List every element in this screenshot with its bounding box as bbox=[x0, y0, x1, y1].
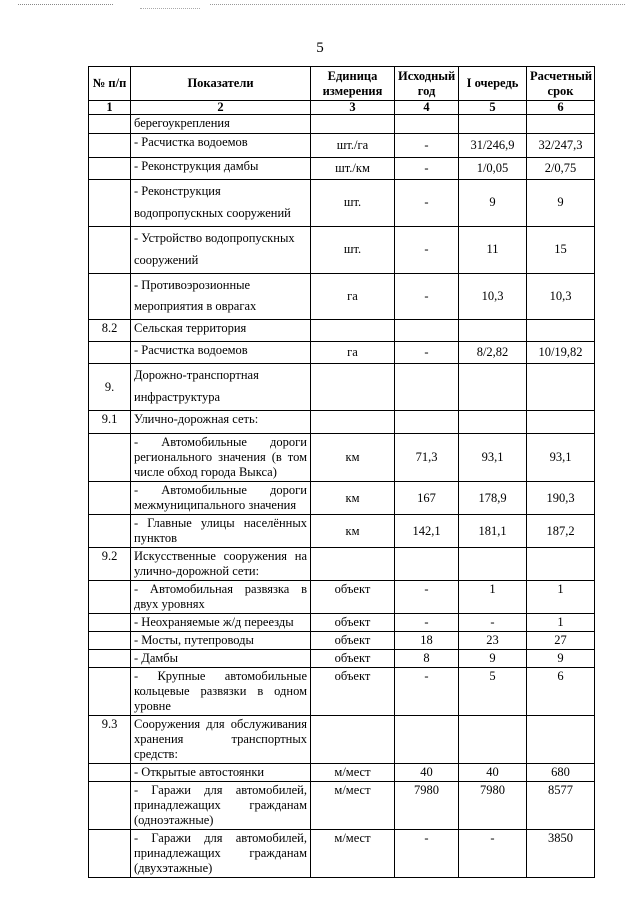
unit-cell: км bbox=[311, 515, 395, 548]
indicator-cell: берегоукрепления bbox=[131, 115, 311, 134]
indicator-cell: - Расчистка водоемов bbox=[131, 342, 311, 364]
unit-cell: объект bbox=[311, 614, 395, 632]
indicator-cell: - Открытые автостоянки bbox=[131, 764, 311, 782]
base-year-cell: - bbox=[395, 226, 459, 273]
table-row bbox=[89, 342, 595, 364]
calc-term-cell: 3850 bbox=[527, 830, 595, 878]
base-year-cell: 8 bbox=[395, 650, 459, 668]
first-stage-cell: 9 bbox=[459, 650, 527, 668]
base-year-cell: - bbox=[395, 830, 459, 878]
page-number: 5 bbox=[316, 40, 324, 56]
row-number: 9. bbox=[89, 364, 131, 411]
calc-term-cell: 32/247,3 bbox=[527, 134, 595, 158]
calc-term-cell: 1 bbox=[527, 581, 595, 614]
indicator-cell: - Неохраняемые ж/д переезды bbox=[131, 614, 311, 632]
indicator-cell: Сельская территория bbox=[131, 320, 311, 342]
row-number bbox=[89, 515, 131, 548]
row-number bbox=[89, 830, 131, 878]
row-number: 9.1 bbox=[89, 411, 131, 434]
table-row bbox=[89, 134, 595, 158]
base-year-cell bbox=[395, 411, 459, 434]
indicators-table bbox=[88, 66, 595, 878]
row-number bbox=[89, 650, 131, 668]
indicator-cell: Улично-дорожная сеть: bbox=[131, 411, 311, 434]
calc-term-cell bbox=[527, 115, 595, 134]
table-row bbox=[89, 364, 595, 411]
row-number: 9.3 bbox=[89, 716, 131, 764]
base-year-cell: - bbox=[395, 342, 459, 364]
base-year-cell: - bbox=[395, 273, 459, 320]
row-number bbox=[89, 180, 131, 227]
table-row bbox=[89, 411, 595, 434]
unit-cell: га bbox=[311, 342, 395, 364]
base-year-cell: 71,3 bbox=[395, 434, 459, 482]
calc-term-cell: 10/19,82 bbox=[527, 342, 595, 364]
table-row bbox=[89, 515, 595, 548]
first-stage-cell: 1/0,05 bbox=[459, 158, 527, 180]
base-year-cell bbox=[395, 115, 459, 134]
indicator-cell: Искусственные сооружения на улично-дорожной сети: bbox=[131, 548, 311, 581]
column-number: 5 bbox=[459, 101, 527, 115]
calc-term-cell: 93,1 bbox=[527, 434, 595, 482]
calc-term-cell: 680 bbox=[527, 764, 595, 782]
unit-cell bbox=[311, 115, 395, 134]
first-stage-cell bbox=[459, 411, 527, 434]
calc-term-cell: 10,3 bbox=[527, 273, 595, 320]
first-stage-cell: 23 bbox=[459, 632, 527, 650]
row-number bbox=[89, 273, 131, 320]
row-number: 9.2 bbox=[89, 548, 131, 581]
indicator-cell: - Крупные автомобильные кольцевые развязки в одном уровне bbox=[131, 668, 311, 716]
calc-term-cell: 2/0,75 bbox=[527, 158, 595, 180]
indicator-cell: - Расчистка водоемов bbox=[131, 134, 311, 158]
calc-term-cell bbox=[527, 411, 595, 434]
unit-cell: шт./км bbox=[311, 158, 395, 180]
indicator-cell: Дорожно-транспортная инфраструктура bbox=[131, 364, 311, 411]
calc-term-cell: 187,2 bbox=[527, 515, 595, 548]
indicator-cell: - Устройство водопропускных сооружений bbox=[131, 226, 311, 273]
indicator-cell: - Противоэрозионные мероприятия в оврагах bbox=[131, 273, 311, 320]
unit-cell bbox=[311, 716, 395, 764]
calc-term-cell: 1 bbox=[527, 614, 595, 632]
table-row bbox=[89, 226, 595, 273]
first-stage-cell: 178,9 bbox=[459, 482, 527, 515]
first-stage-cell bbox=[459, 716, 527, 764]
indicator-cell: - Реконструкция дамбы bbox=[131, 158, 311, 180]
unit-cell: объект bbox=[311, 668, 395, 716]
row-number bbox=[89, 434, 131, 482]
row-number bbox=[89, 226, 131, 273]
row-number: 8.2 bbox=[89, 320, 131, 342]
table-row bbox=[89, 650, 595, 668]
first-stage-cell: 11 bbox=[459, 226, 527, 273]
header-num: № п/п bbox=[89, 67, 131, 101]
table-row bbox=[89, 320, 595, 342]
first-stage-cell bbox=[459, 364, 527, 411]
first-stage-cell bbox=[459, 320, 527, 342]
calc-term-cell bbox=[527, 364, 595, 411]
table-row bbox=[89, 273, 595, 320]
table-row bbox=[89, 434, 595, 482]
first-stage-cell: 10,3 bbox=[459, 273, 527, 320]
row-number bbox=[89, 668, 131, 716]
column-number: 2 bbox=[131, 101, 311, 115]
unit-cell: м/мест bbox=[311, 830, 395, 878]
calc-term-cell bbox=[527, 320, 595, 342]
table-row bbox=[89, 830, 595, 878]
table-row bbox=[89, 548, 595, 581]
indicator-cell: - Автомобильная развязка в двух уровнях bbox=[131, 581, 311, 614]
row-number bbox=[89, 482, 131, 515]
base-year-cell: - bbox=[395, 134, 459, 158]
table-row bbox=[89, 158, 595, 180]
first-stage-cell: 31/246,9 bbox=[459, 134, 527, 158]
base-year-cell bbox=[395, 364, 459, 411]
unit-cell: м/мест bbox=[311, 764, 395, 782]
calc-term-cell: 9 bbox=[527, 650, 595, 668]
calc-term-cell: 190,3 bbox=[527, 482, 595, 515]
table-row bbox=[89, 180, 595, 227]
column-number: 3 bbox=[311, 101, 395, 115]
first-stage-cell: 9 bbox=[459, 180, 527, 227]
indicator-cell: - Мосты, путепроводы bbox=[131, 632, 311, 650]
first-stage-cell bbox=[459, 548, 527, 581]
base-year-cell: 167 bbox=[395, 482, 459, 515]
header-first-stage: I очередь bbox=[459, 67, 527, 101]
calc-term-cell bbox=[527, 548, 595, 581]
unit-cell: м/мест bbox=[311, 782, 395, 830]
unit-cell bbox=[311, 320, 395, 342]
unit-cell: га bbox=[311, 273, 395, 320]
unit-cell: объект bbox=[311, 632, 395, 650]
indicator-cell: - Гаражи для автомобилей, принадлежащих гражданам (одноэтажные) bbox=[131, 782, 311, 830]
calc-term-cell: 27 bbox=[527, 632, 595, 650]
indicator-cell: - Автомобильные дороги межмуниципального значения bbox=[131, 482, 311, 515]
column-number: 1 bbox=[89, 101, 131, 115]
row-number bbox=[89, 764, 131, 782]
base-year-cell: - bbox=[395, 158, 459, 180]
unit-cell: шт./га bbox=[311, 134, 395, 158]
table-row bbox=[89, 764, 595, 782]
unit-cell bbox=[311, 411, 395, 434]
indicator-cell: Сооружения для обслуживания хранения транспортных средств: bbox=[131, 716, 311, 764]
row-number bbox=[89, 782, 131, 830]
first-stage-cell: 1 bbox=[459, 581, 527, 614]
indicator-cell: - Автомобильные дороги регионального значения (в том числе обход города Выкса) bbox=[131, 434, 311, 482]
indicator-cell: - Гаражи для автомобилей, принадлежащих гражданам (двухэтажные) bbox=[131, 830, 311, 878]
table-row bbox=[89, 668, 595, 716]
row-number bbox=[89, 158, 131, 180]
first-stage-cell: 93,1 bbox=[459, 434, 527, 482]
base-year-cell: 7980 bbox=[395, 782, 459, 830]
first-stage-cell: 8/2,82 bbox=[459, 342, 527, 364]
base-year-cell: 40 bbox=[395, 764, 459, 782]
unit-cell bbox=[311, 364, 395, 411]
base-year-cell: - bbox=[395, 614, 459, 632]
table-header-row bbox=[89, 67, 595, 101]
table-row bbox=[89, 716, 595, 764]
header-calc-term: Расчетный срок bbox=[527, 67, 595, 101]
first-stage-cell: 5 bbox=[459, 668, 527, 716]
column-number: 6 bbox=[527, 101, 595, 115]
calc-term-cell: 15 bbox=[527, 226, 595, 273]
row-number bbox=[89, 632, 131, 650]
row-number bbox=[89, 581, 131, 614]
unit-cell: объект bbox=[311, 581, 395, 614]
unit-cell: км bbox=[311, 482, 395, 515]
base-year-cell bbox=[395, 548, 459, 581]
calc-term-cell: 8577 bbox=[527, 782, 595, 830]
base-year-cell: - bbox=[395, 180, 459, 227]
first-stage-cell: 40 bbox=[459, 764, 527, 782]
first-stage-cell: 7980 bbox=[459, 782, 527, 830]
unit-cell: шт. bbox=[311, 226, 395, 273]
table-row bbox=[89, 782, 595, 830]
first-stage-cell: - bbox=[459, 614, 527, 632]
indicator-cell: - Дамбы bbox=[131, 650, 311, 668]
row-number bbox=[89, 614, 131, 632]
header-base-year: Исходный год bbox=[395, 67, 459, 101]
unit-cell: шт. bbox=[311, 180, 395, 227]
indicator-cell: - Реконструкция водопропускных сооружений bbox=[131, 180, 311, 227]
row-number bbox=[89, 115, 131, 134]
indicator-cell: - Главные улицы населённых пунктов bbox=[131, 515, 311, 548]
column-number: 4 bbox=[395, 101, 459, 115]
table-row bbox=[89, 581, 595, 614]
calc-term-cell bbox=[527, 716, 595, 764]
base-year-cell: 18 bbox=[395, 632, 459, 650]
row-number bbox=[89, 134, 131, 158]
header-indicator: Показатели bbox=[131, 67, 311, 101]
first-stage-cell: 181,1 bbox=[459, 515, 527, 548]
table-row bbox=[89, 632, 595, 650]
header-unit: Единица измерения bbox=[311, 67, 395, 101]
column-number-row bbox=[89, 101, 595, 115]
base-year-cell: - bbox=[395, 581, 459, 614]
table-row bbox=[89, 614, 595, 632]
unit-cell: объект bbox=[311, 650, 395, 668]
base-year-cell: - bbox=[395, 668, 459, 716]
calc-term-cell: 6 bbox=[527, 668, 595, 716]
base-year-cell bbox=[395, 320, 459, 342]
scan-artifact-lines bbox=[0, 4, 640, 12]
calc-term-cell: 9 bbox=[527, 180, 595, 227]
table-row bbox=[89, 482, 595, 515]
unit-cell bbox=[311, 548, 395, 581]
base-year-cell bbox=[395, 716, 459, 764]
unit-cell: км bbox=[311, 434, 395, 482]
table-row bbox=[89, 115, 595, 134]
base-year-cell: 142,1 bbox=[395, 515, 459, 548]
first-stage-cell: - bbox=[459, 830, 527, 878]
first-stage-cell bbox=[459, 115, 527, 134]
row-number bbox=[89, 342, 131, 364]
